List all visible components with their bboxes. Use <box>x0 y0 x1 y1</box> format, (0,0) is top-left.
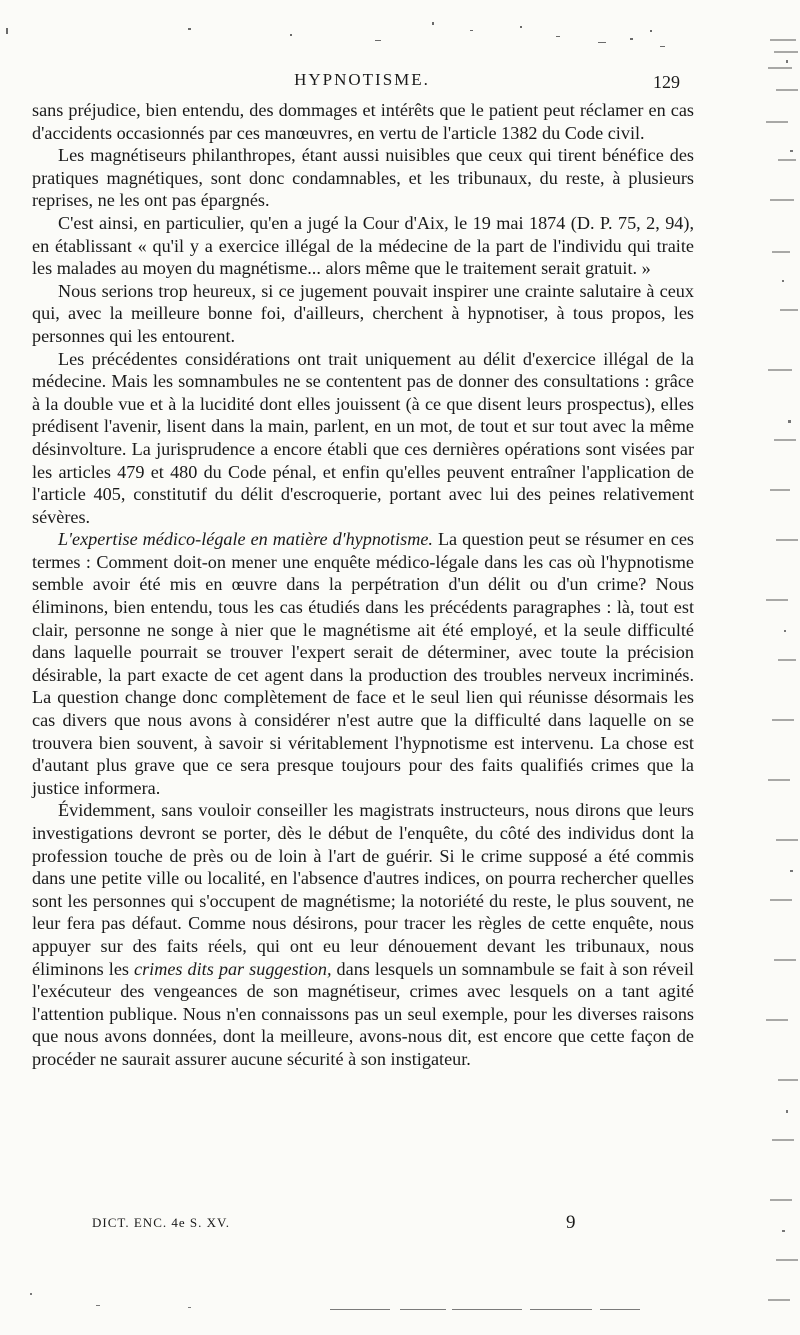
running-title: HYPNOTISME. <box>294 70 430 89</box>
running-header <box>32 70 692 96</box>
text-run: C'est ainsi, en particulier, qu'en a jugé la Cour d'Aix, le 19 mai 1874 (D. P. 75, 2, 94), en établissant « qu'il y a exercice illégal de la médecine de la part de l'individu qui traite les malades au moyen du magnétisme... alors même que le traitement serait gratuit. » <box>32 212 694 279</box>
italic-run: crimes dits par suggestion, <box>134 958 332 979</box>
paragraph <box>32 799 694 1070</box>
italic-run: L'expertise médico-légale en matière d'hypnotisme. <box>58 529 433 550</box>
signature-line: DICT. ENC. 4e S. XV. <box>92 1215 230 1230</box>
page-number: 129 <box>653 72 680 92</box>
article-body <box>32 99 694 1071</box>
text-run: Les précédentes considérations ont trait uniquement au délit d'exercice illégal de la médecine. Mais les somnambules ne se contentent pas de donner des consultations : grâce à la double vue et à la lucidité dont elles jouissent (à ce que disent leurs prospectus), elles prédisent l'avenir, lisent dans la main, parlent, en un mot, de tout et sur tout avec la même désinvolture. La jurisprudence a encore établi que ces dernières opérations sont visées par les articles 479 et 480 du Code pénal, et enfin qu'elles peuvent entraîner l'application de l'article 405, constitutif du délit d'escroquerie, portant avec lui des peines relativement sévères. <box>32 348 694 527</box>
paragraph <box>32 212 694 280</box>
paragraph <box>32 144 694 212</box>
paragraph <box>32 99 694 144</box>
scan-speckle-top <box>0 0 800 60</box>
text-run: La question peut se résumer en ces termes : Comment doit-on mener une enquête médico-légale dans les cas où l'hypnotisme semble avoir été mis en œuvre dans la perpétration d'un délit ou d'un crime? Nous éliminons, bien entendu, tous les cas étudiés dans les précédents paragraphes : là, tout est clair, personne ne songe à nier que le magnétisme ait été employé, et la seule difficulté dans laquelle pourrait se trouver l'expert serait de déterminer, avec toute la précision désirable, la part exacte de cet agent dans la production des troubles nerveux incriminés. La question change donc complètement de face et le seul lien qui réunisse désormais les cas divers que nous avons à considérer n'est autre que la difficulté dans laquelle on se trouvera bien souvent, à savoir si véritablement l'hypnotisme est intervenu. La chose est d'autant plus grave que ce sera presque toujours pour des faits qualifiés crimes que la justice informera. <box>32 529 694 798</box>
scan-speckle-bottom <box>0 1285 800 1335</box>
text-run: Évidemment, sans vouloir conseiller les magistrats instructeurs, nous dirons que leurs investigations devront se porter, dès le début de l'enquête, du côté des individus dont la profession touche de près ou de loin à l'art de guérir. Si le crime supposé a été commis dans une petite ville ou localité, en l'absence d'autres indices, on pourra rechercher quelles sont les personnes qui s'occupent de magnétisme; la notoriété du reste, le plus souvent, ne leur fera pas défaut. Comme nous désirons, pour tracer les règles de cette enquête, nous appuyer sur des faits réels, qui ont eu leur dénouement devant les tribunaux, nous éliminons les <box>32 800 694 979</box>
text-run: dans lesquels un somnambule se fait à son réveil l'exécuteur des vengeances de son magnétiseur, crimes avec lesquels on a tant agité l'attention publique. Nous n'en connaissons pas un seul exemple, pour les diverses raisons que nous avons données, dont la meilleure, avons-nous dit, est encore que cette façon de procéder ne saurait assurer aucune sécurité à son instigateur. <box>32 958 694 1069</box>
paragraph <box>32 280 694 348</box>
paragraph <box>32 528 694 799</box>
scan-speckle-margin <box>730 20 800 1320</box>
signature-mark: 9 <box>566 1212 576 1233</box>
paragraph <box>32 348 694 529</box>
text-run: Nous serions trop heureux, si ce jugement pouvait inspirer une crainte salutaire à ceux qui, avec la meilleure bonne foi, d'ailleurs, cherchent à hypnotiser, à tous propos, les personnes qui les entourent. <box>32 280 694 346</box>
text-run: sans préjudice, bien entendu, des dommages et intérêts que le patient peut réclamer en cas d'accidents occasionnés par ces manœuvres, en vertu de l'article 1382 du Code civil. <box>32 100 694 143</box>
text-run: Les magnétiseurs philanthropes, étant aussi nuisibles que ceux qui tirent bénéfice des pratiques magnétiques, sont donc condamnables, et les tribunaux, du reste, à plusieurs reprises, ne les ont pas épargnés. <box>32 145 694 211</box>
